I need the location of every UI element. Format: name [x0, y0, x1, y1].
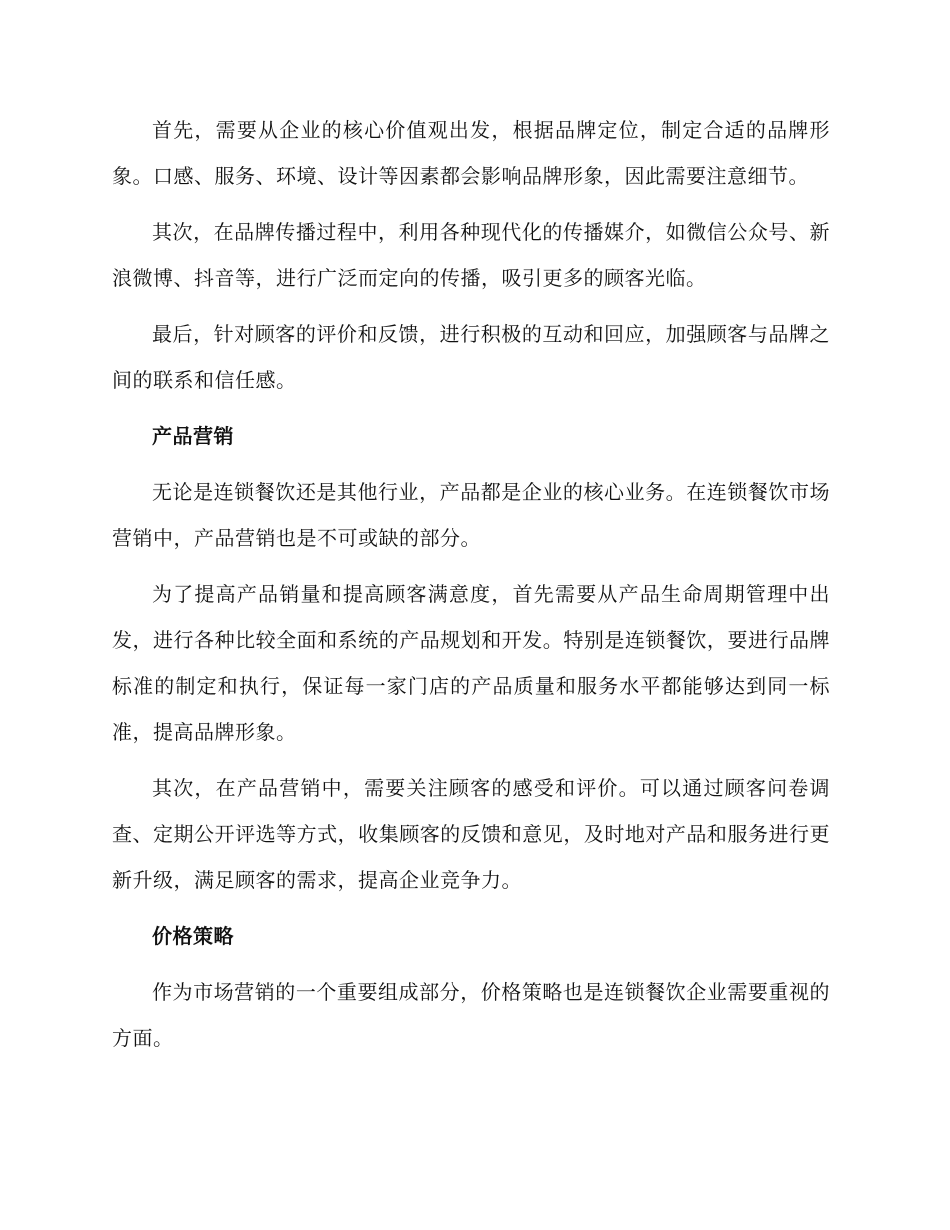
paragraph-product-core: 无论是连锁餐饮还是其他行业，产品都是企业的核心业务。在连锁餐饮市场营销中，产品营销也是不可或缺的部分。	[112, 480, 830, 550]
paragraph-price-importance: 作为市场营销的一个重要组成部分，价格策略也是连锁餐饮企业需要重视的方面。	[112, 980, 830, 1050]
section-heading-price-strategy: 价格策略	[152, 924, 234, 948]
document-body	[112, 107, 830, 1071]
paragraph-product-feedback: 其次，在产品营销中，需要关注顾客的感受和评价。可以通过顾客问卷调查、定期公开评选等方式，收集顾客的反馈和意见，及时地对产品和服务进行更新升级，满足顾客的需求，提高企业竞争力。	[112, 776, 830, 892]
paragraph-brand-image: 首先，需要从企业的核心价值观出发，根据品牌定位，制定合适的品牌形象。口感、服务、环境、设计等因素都会影响品牌形象，因此需要注意细节。	[112, 118, 830, 188]
paragraph-customer-feedback: 最后，针对顾客的评价和反馈，进行积极的互动和回应，加强顾客与品牌之间的联系和信任感。	[112, 322, 830, 392]
section-heading-product-marketing: 产品营销	[152, 424, 234, 448]
paragraph-brand-communication: 其次，在品牌传播过程中，利用各种现代化的传播媒介，如微信公众号、新浪微博、抖音等，进行广泛而定向的传播，吸引更多的顾客光临。	[112, 220, 830, 290]
paragraph-product-planning: 为了提高产品销量和提高顾客满意度，首先需要从产品生命周期管理中出发，进行各种比较全面和系统的产品规划和开发。特别是连锁餐饮，要进行品牌标准的制定和执行，保证每一家门店的产品质量和服务水平都能够达到同一标准，提高品牌形象。	[112, 582, 830, 744]
